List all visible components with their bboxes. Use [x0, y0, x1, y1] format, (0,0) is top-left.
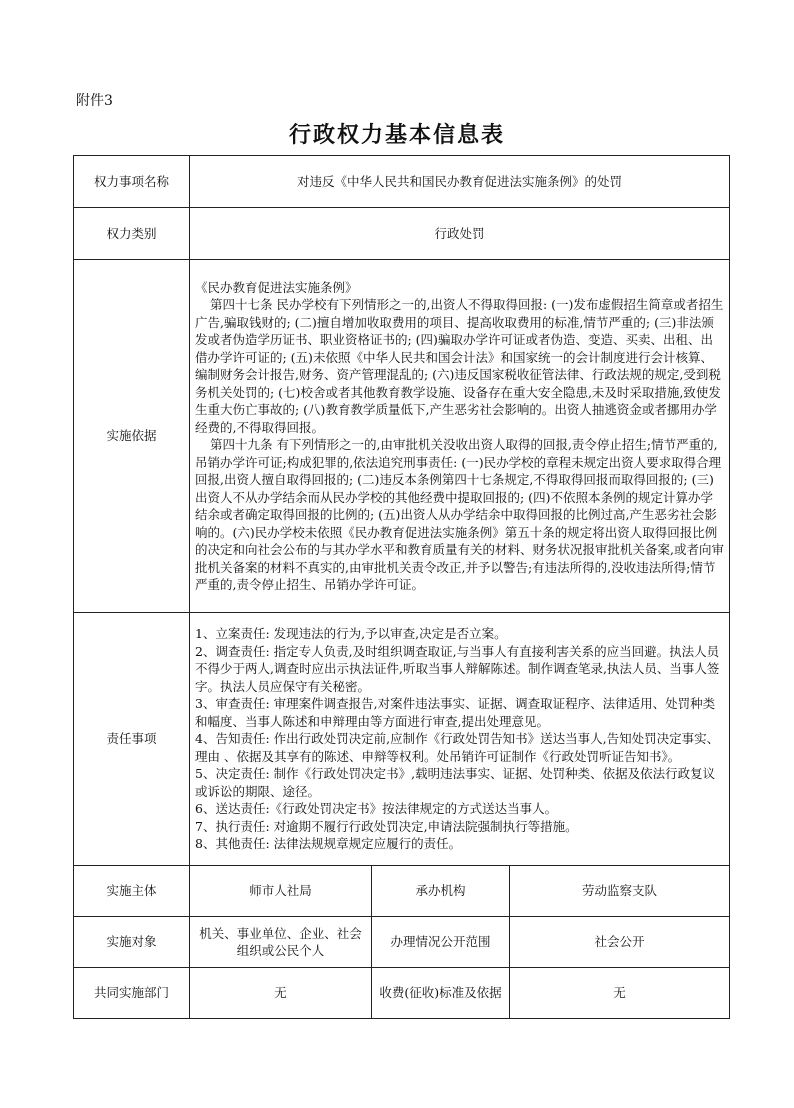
- fee-value: 无: [510, 968, 730, 1019]
- power-name-label: 权力事项名称: [74, 156, 190, 208]
- responsibility-item: 7、执行责任: 对逾期不履行行政处罚决定,申请法院强制执行等措施。: [195, 818, 578, 834]
- joint-value: 无: [190, 968, 372, 1019]
- agency-label: 承办机构: [372, 866, 510, 917]
- target-label: 实施对象: [74, 917, 190, 968]
- responsibility-item: 8、其他责任: 法律法规规章规定应履行的责任。: [195, 836, 462, 852]
- page-title: 行政权力基本信息表: [288, 122, 505, 148]
- responsibility-content: [190, 613, 730, 866]
- power-type-value: 行政处罚: [190, 208, 730, 260]
- basis-label: 实施依据: [74, 260, 190, 613]
- power-type-label: 权力类别: [74, 208, 190, 260]
- subject-value: 师市人社局: [190, 866, 372, 917]
- joint-label: 共同实施部门: [74, 968, 190, 1019]
- responsibility-item: 5、决定责任: 制作《行政处罚决定书》,载明违法事实、证据、处罚种类、依据及依法行政复议或诉讼的期限、途径。: [195, 766, 716, 799]
- responsibility-label: 责任事项: [74, 613, 190, 866]
- row-power-name: [74, 156, 730, 208]
- attachment-label: 附件3: [76, 93, 113, 109]
- basis-article-47: 第四十七条 民办学校有下列情形之一的,出资人不得取得回报: (一)发布虚假招生简章或者招生广告,骗取钱财的; (二)擅自增加收取费用的项目、提高收取费用的标准,情节严重的; (三)非法颁发或者伪造学历证书、职业资格证书的; (四)骗取办学许可证或者伪造、变造、买卖、出租、出借办学许可证的; (五)未依照《中华人民共和国会计法》和国家统一的会计制度进行会计核算、编制财务会计报告,财务、资产管理混乱的; (六)违反国家税收征管法律、行政法规的规定,受到税务机关处罚的; (七)校舍或者其他教育教学设施、设备存在重大安全隐患,未及时采取措施,致使发生重大伤亡事故的; (八)教育教学质量低下,产生恶劣社会影响的。出资人抽逃资金或者挪用办学经费的,不得取得回报。: [195, 297, 724, 435]
- disclosure-label: 办理情况公开范围: [372, 917, 510, 968]
- row-subject: [74, 866, 730, 917]
- responsibility-item: 4、告知责任: 作出行政处罚决定前,应制作《行政处罚告知书》送达当事人,告知处罚决定事实、理由 、依据及其享有的陈述、申辩等权利。处吊销许可证制作《行政处罚听证告知书》。: [195, 731, 720, 764]
- basis-content: [190, 260, 730, 613]
- agency-value: 劳动监察支队: [510, 866, 730, 917]
- target-value: 机关、事业单位、企业、社会组织或公民个人: [190, 917, 372, 968]
- responsibility-item: 3、审查责任: 审理案件调查报告,对案件违法事实、证据、调查取证程序、法律适用、处罚种类和幅度、当事人陈述和申辩理由等方面进行审查,提出处理意见。: [195, 696, 716, 729]
- row-basis: [74, 260, 730, 613]
- info-table: [73, 155, 730, 1019]
- power-name-value: 对违反《中华人民共和国民办教育促进法实施条例》的处罚: [190, 156, 730, 208]
- row-joint: [74, 968, 730, 1019]
- row-power-type: [74, 208, 730, 260]
- basis-article-49: 第四十九条 有下列情形之一的,由审批机关没收出资人取得的回报,责令停止招生;情节严重的,吊销办学许可证;构成犯罪的,依法追究刑事责任: (一)民办学校的章程未规定出资人要求取得合理回报,出资人擅自取得回报的; (二)违反本条例第四十七条规定,不得取得回报而取得回报的; (三)出资人不从办学结余而从民办学校的其他经费中提取回报的; (四)不依照本条例的规定计算办学结余或者确定取得回报的比例的; (五)出资人从办学结余中取得回报的比例过高,产生恶劣社会影响的。(六)民办学校未依照《民办教育促进法实施条例》第五十条的规定将出资人取得回报比例的决定和向社会公布的与其办学水平和教育质量有关的材料、财务状况报审批机关备案,或者向审批机关备案的材料不真实的,由审批机关责令改正,并予以警告;有违法所得的,没收违法所得;情节严重的,责令停止招生、吊销办学许可证。: [195, 437, 724, 592]
- subject-label: 实施主体: [74, 866, 190, 917]
- responsibility-item: 1、立案责任: 发现违法的行为,予以审查,决定是否立案。: [195, 626, 507, 642]
- disclosure-value: 社会公开: [510, 917, 730, 968]
- row-target: [74, 917, 730, 968]
- row-responsibility: [74, 613, 730, 866]
- responsibility-item: 2、调查责任: 指定专人负责,及时组织调查取证,与当事人有直接利害关系的应当回避。执法人员不得少于两人,调查时应出示执法证件,听取当事人辩解陈述。制作调查笔录,执法人员、当事人签字。执法人员应保守有关秘密。: [195, 643, 720, 694]
- responsibility-item: 6、送达责任:《行政处罚决定书》按法律规定的方式送达当事人。: [195, 801, 558, 817]
- basis-source: 《民办教育促进法实施条例》: [195, 279, 358, 295]
- fee-label: 收费(征收)标准及依据: [372, 968, 510, 1019]
